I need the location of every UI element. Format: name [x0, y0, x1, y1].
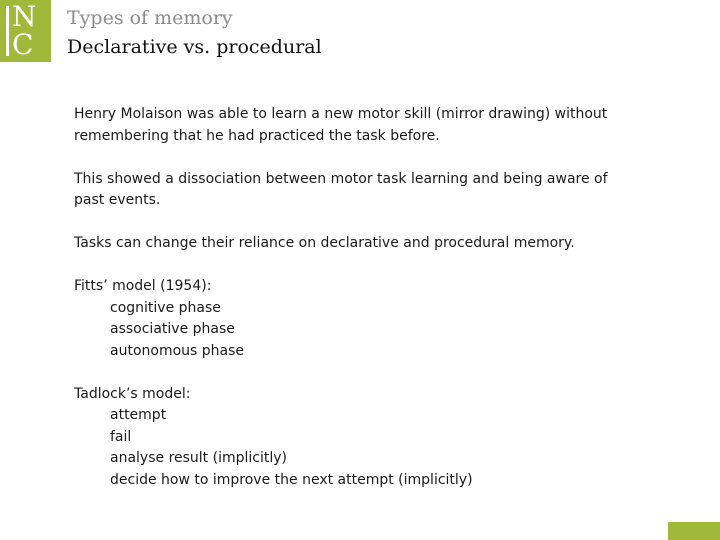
paragraph-reliance: Tasks can change their reliance on declarative and procedural memory.: [74, 235, 575, 251]
nc-logo: [0, 0, 51, 62]
fitts-heading: Fitts’ model (1954):: [74, 278, 212, 294]
tadlock-heading: Tadlock’s model:: [74, 385, 191, 402]
fitts-model: [74, 276, 674, 362]
slide-subtitle: Declarative vs. procedural: [67, 36, 322, 58]
list-item: analyse result (implicitly): [110, 450, 287, 466]
slide-body: [74, 104, 674, 513]
list-item: cognitive phase: [110, 299, 221, 316]
tadlock-model: [74, 384, 674, 492]
list-item: decide how to improve the next attempt (implicitly): [110, 471, 473, 488]
list-item: autonomous phase: [110, 342, 245, 359]
slide-title: Types of memory: [67, 7, 233, 29]
list-item: attempt: [110, 407, 167, 423]
paragraph-dissociation: [74, 169, 674, 212]
paragraph-line: Henry Molaison was able to learn a new motor skill (mirror drawing) without: [74, 106, 608, 122]
corner-accent: [668, 522, 720, 540]
paragraph-line: This showed a dissociation between motor task learning and being aware of: [74, 170, 608, 187]
list-item: associative phase: [110, 321, 235, 337]
paragraph-line: past events.: [74, 192, 161, 208]
paragraph-molaison: [74, 104, 674, 147]
list-item: fail: [110, 428, 132, 445]
logo-letter-c: C: [12, 28, 34, 61]
logo-letter-n: N: [12, 0, 37, 33]
logo-bar: [6, 6, 9, 56]
paragraph-line: remembering that he had practiced the task before.: [74, 127, 440, 144]
